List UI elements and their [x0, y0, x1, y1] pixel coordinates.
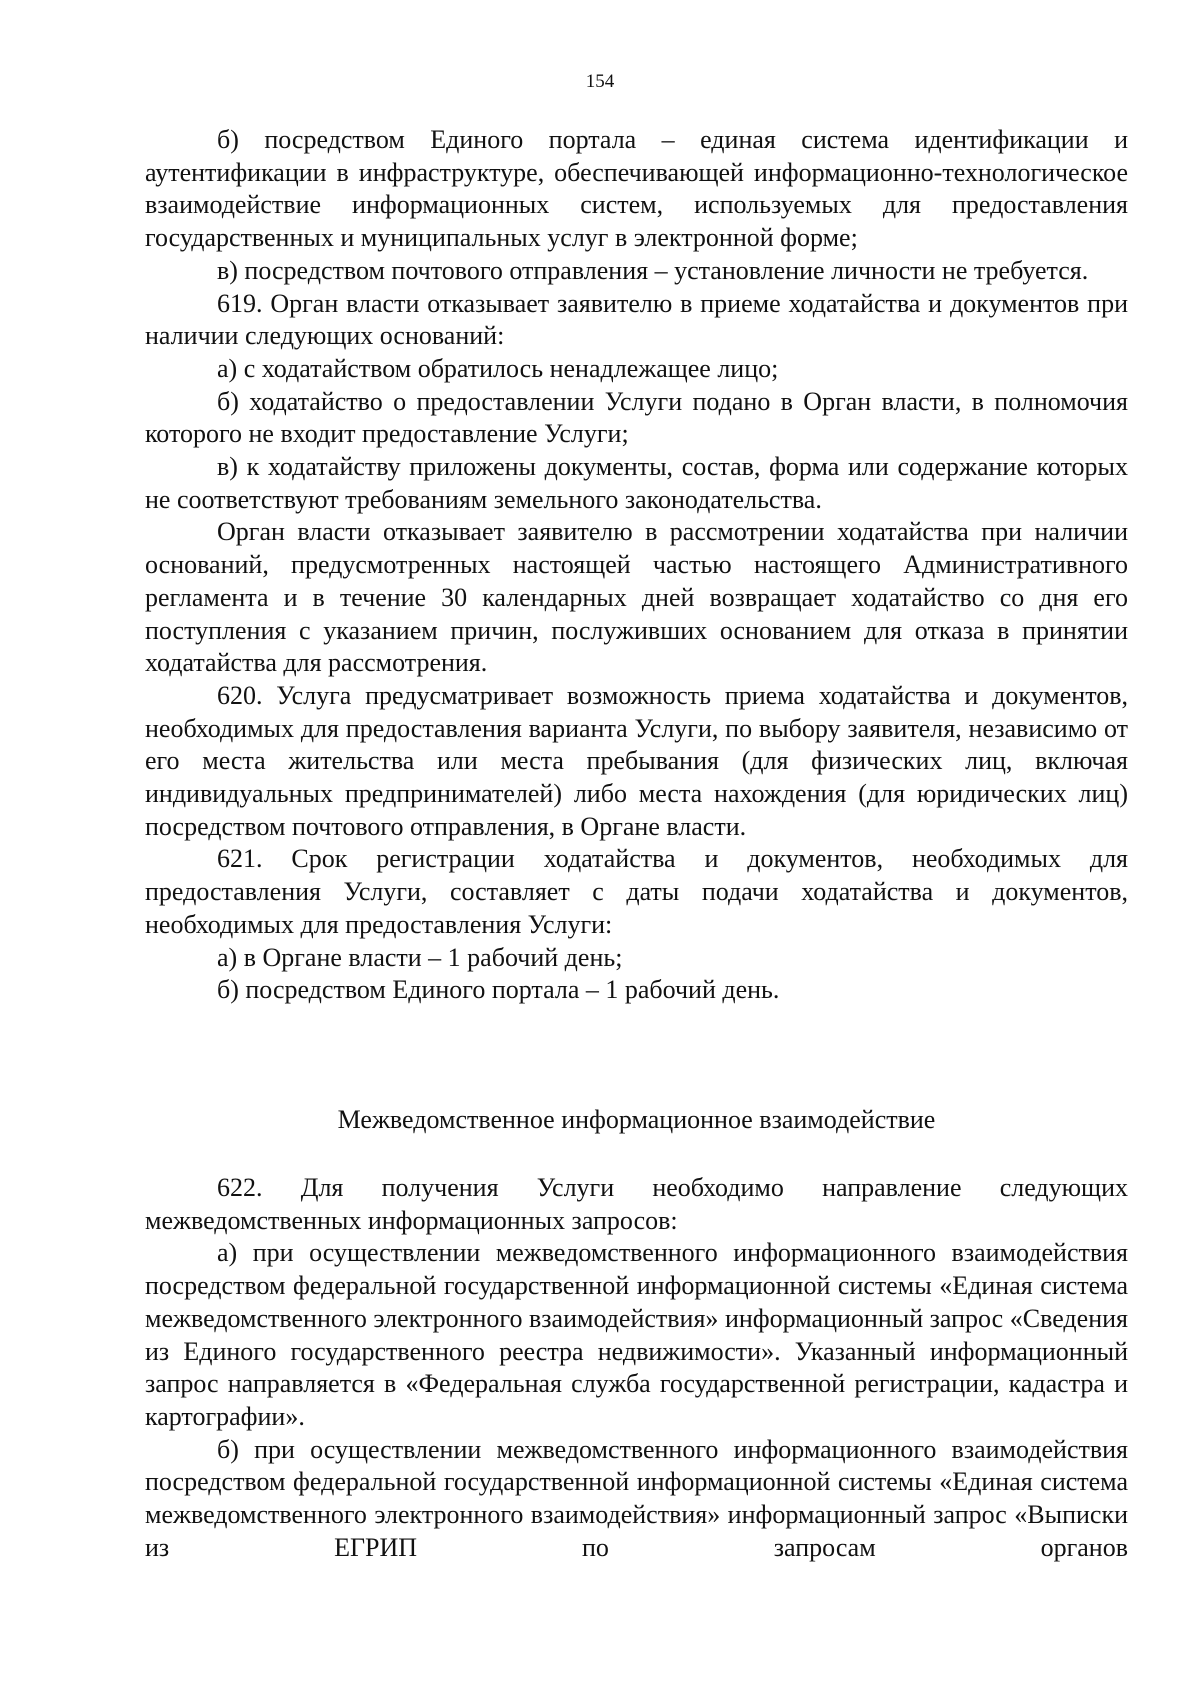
- body-text-section-1: [145, 124, 1128, 1007]
- paragraph: Орган власти отказывает заявителю в рассмотрении ходатайства при наличии оснований, предусмотренных настоящей частью настоящего Административного регламента и в течение 30 календарных дней возвращает ходатайство со дня его поступления с указанием причин, послуживших основанием для отказа в принятии ходатайства для рассмотрения.: [145, 517, 1128, 678]
- paragraph: 621. Срок регистрации ходатайства и документов, необходимых для предоставления Услуги, составляет с даты подачи ходатайства и документов, необходимых для предоставления Услуги:: [145, 844, 1128, 939]
- paragraph: б) ходатайство о предоставлении Услуги подано в Орган власти, в полномочия которого не входит предоставление Услуги;: [145, 386, 1128, 449]
- section-heading: Межведомственное информационное взаимодействие: [337, 1105, 936, 1134]
- paragraph: 620. Услуга предусматривает возможность приема ходатайства и документов, необходимых для предоставления варианта Услуги, по выбору заявителя, независимо от его места жительства или места пребывания (для физических лиц, включая индивидуальных предпринимателей) либо места нахождения (для юридических лиц) посредством почтового отправления, в Органе власти.: [145, 680, 1128, 841]
- paragraph: а) с ходатайством обратилось ненадлежащее лицо;: [217, 353, 779, 383]
- paragraph: 622. Для получения Услуги необходимо направление следующих межведомственных информационных запросов:: [145, 1173, 1128, 1235]
- paragraph: б) посредством Единого портала – единая система идентификации и аутентификации в инфраструктуре, обеспечивающей информационно-технологическое взаимодействие информационных систем, используемых для предоставления государственных и муниципальных услуг в электронной форме;: [145, 125, 1128, 253]
- paragraph: в) посредством почтового отправления – установление личности не требуется.: [217, 255, 1089, 285]
- paragraph: б) при осуществлении межведомственного информационного взаимодействия посредством федеральной государственной информационной системы «Единая система межведомственного электронного взаимодействия» информационный запрос «Выписки из ЕГРИП по запросам органов: [145, 1434, 1128, 1562]
- paragraph: а) при осуществлении межведомственного информационного взаимодействия посредством федеральной государственной информационной системы «Единая система межведомственного электронного взаимодействия» информационный запрос «Сведения из Единого государственного реестра недвижимости». Указанный информационный запрос направляется в «Федеральная служба государственной регистрации, кадастра и картографии».: [145, 1238, 1128, 1431]
- paragraph: 619. Орган власти отказывает заявителю в приеме ходатайства и документов при наличии следующих оснований:: [145, 288, 1128, 351]
- paragraph: б) посредством Единого портала – 1 рабочий день.: [217, 975, 780, 1005]
- paragraph: в) к ходатайству приложены документы, состав, форма или содержание которых не соответствуют требованиям земельного законодательства.: [145, 452, 1128, 514]
- paragraph: а) в Органе власти – 1 рабочий день;: [217, 942, 623, 972]
- body-text-section-2: [145, 1172, 1128, 1564]
- page-number: 154: [585, 71, 615, 92]
